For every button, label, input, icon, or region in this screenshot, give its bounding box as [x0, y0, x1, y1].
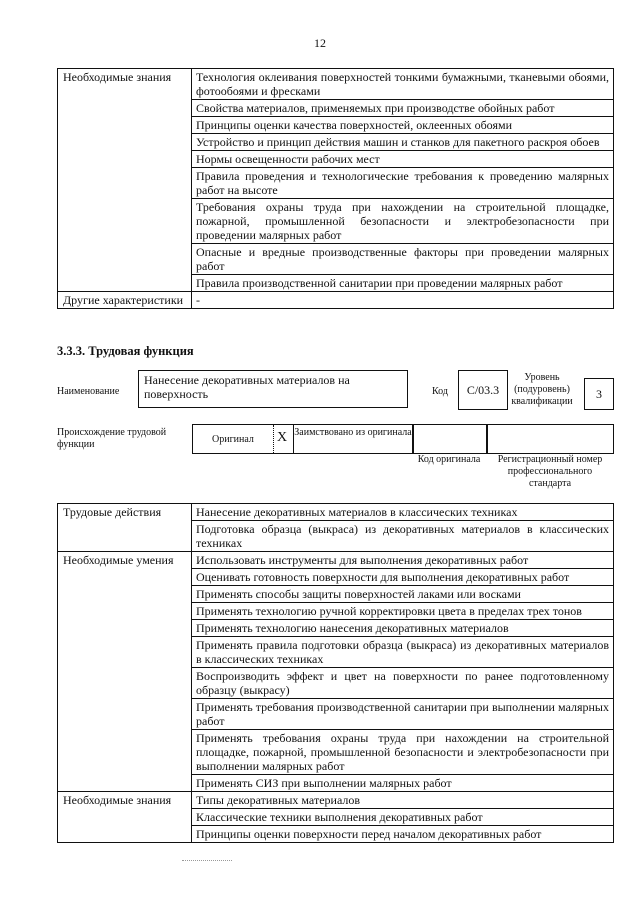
page-number: 12	[314, 36, 326, 50]
requirement-text: Применять технологию ручной корректировки цвета в пределах трех тонов	[192, 603, 614, 620]
requirement-text: Применять технологию нанесения декоративных материалов	[192, 620, 614, 637]
labor-function-table	[57, 503, 614, 843]
knowledge-row	[58, 292, 614, 309]
requirement-text: -	[192, 292, 614, 309]
reg-number-box	[486, 424, 614, 454]
name-label: Наименование	[57, 386, 120, 397]
labor-row	[58, 552, 614, 569]
level-label: Уровень (подуровень) квалификации	[511, 372, 573, 407]
knowledge-table	[57, 68, 614, 309]
requirement-text: Правила производственной санитарии при проведении малярных работ	[192, 275, 614, 292]
origin-label: Происхождение трудовой функции	[57, 427, 167, 450]
row-label: Необходимые умения	[58, 552, 192, 792]
section-heading: 3.3.3. Трудовая функция	[57, 344, 194, 358]
level-value: 3	[596, 387, 602, 401]
function-name-box	[138, 370, 408, 408]
labor-row	[58, 504, 614, 521]
requirement-text: Принципы оценки поверхности перед началом декоративных работ	[192, 826, 614, 843]
requirement-text: Применять требования производственной санитарии при выполнении малярных работ	[192, 699, 614, 730]
requirement-text: Воспроизводить эффект и цвет на поверхности по ранее подготовленному образцу (выкрасу)	[192, 668, 614, 699]
requirement-text: Устройство и принцип действия машин и станков для пакетного раскроя обоев	[192, 134, 614, 151]
requirement-text: Принципы оценки качества поверхностей, оклеенных обоями	[192, 117, 614, 134]
labor-row	[58, 792, 614, 809]
requirement-text: Нормы освещенности рабочих мест	[192, 151, 614, 168]
requirement-text: Свойства материалов, применяемых при производстве обойных работ	[192, 100, 614, 117]
requirement-text: Оценивать готовность поверхности для выполнения декоративных работ	[192, 569, 614, 586]
requirement-text: Подготовка образца (выкраса) из декоративных материалов в классических техниках	[192, 521, 614, 552]
requirement-text: Опасные и вредные производственные факторы при проведении малярных работ	[192, 244, 614, 275]
row-label: Необходимые знания	[58, 69, 192, 292]
requirement-text: Применять правила подготовки образца (выкраса) из декоративных материалов в классических техниках	[192, 637, 614, 668]
original-label: Оригинал	[212, 434, 254, 445]
origin-code-caption: Код оригинала	[417, 454, 481, 465]
requirement-text: Применять СИЗ при выполнении малярных работ	[192, 775, 614, 792]
requirement-text: Классические техники выполнения декоративных работ	[192, 809, 614, 826]
requirement-text: Применять способы защиты поверхностей лаками или восками	[192, 586, 614, 603]
requirement-text: Типы декоративных материалов	[192, 792, 614, 809]
function-name-value: Нанесение декоративных материалов на поверхность	[144, 373, 350, 401]
requirement-text: Использовать инструменты для выполнения декоративных работ	[192, 552, 614, 569]
code-label: Код	[432, 386, 448, 397]
row-label: Трудовые действия	[58, 504, 192, 552]
requirement-text: Требования охраны труда при нахождении на строительной площадке, пожарной, промышленной безопасности и электробезопасности при проведении малярных работ	[192, 199, 614, 244]
requirement-text: Применять требования охраны труда при нахождении на строительной площадке, пожарной, промышленной безопасности и электробезопасности при выполнении малярных работ	[192, 730, 614, 775]
original-mark: X	[277, 430, 288, 445]
requirement-text: Технология оклеивания поверхностей тонкими бумажными, тканевыми обоями, фотообоями и фресками	[192, 69, 614, 100]
level-value-box	[584, 378, 614, 410]
code-value: С/03.3	[466, 383, 500, 397]
reg-number-caption: Регистрационный номер профессионального стандарта	[497, 454, 603, 489]
row-label: Необходимые знания	[58, 792, 192, 843]
requirement-text: Нанесение декоративных материалов в классических техниках	[192, 504, 614, 521]
knowledge-row	[58, 69, 614, 100]
origin-code-box	[412, 424, 488, 454]
scan-mark	[182, 860, 232, 861]
borrowed-label: Заимствовано из оригинала	[294, 427, 412, 438]
requirement-text: Правила проведения и технологические требования к проведению малярных работ на высоте	[192, 168, 614, 199]
row-label: Другие характеристики	[58, 292, 192, 309]
code-value-box	[458, 370, 508, 410]
